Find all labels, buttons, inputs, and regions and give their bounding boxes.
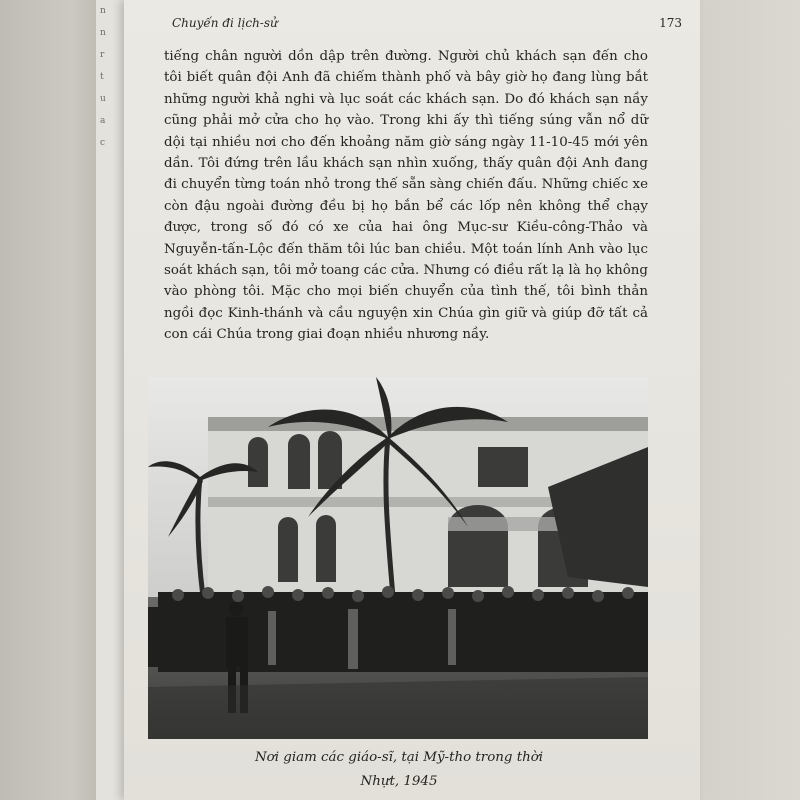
photo-caption (184, 746, 614, 794)
page-number: 173 (659, 16, 682, 30)
historical-photograph (148, 377, 648, 739)
photo-illustration (148, 377, 648, 739)
book-page (124, 0, 700, 800)
caption-line-2-text: Nhựt, (360, 774, 400, 789)
caption-year: 1945 (403, 774, 438, 789)
background-right (700, 0, 800, 800)
previous-page-edge: n n r t u a c (96, 0, 125, 800)
caption-line-1: Nơi giam các giáo-sĩ, tại Mỹ-tho trong thời (254, 750, 544, 765)
body-paragraph: tiếng chân người dồn dập trên đường. Người chủ khách sạn đến cho tôi biết quân đội Anh đã chiếm thành phố và bây giờ họ đang lùng bắt những người khả nghi và lục soát các khách sạn. Do đó khách sạn nầy cũng phải mở cửa cho họ vào. Trong khi ấy thì tiếng súng vẫn nổ dữ dội tại nhiều nơi cho đến khoảng năm giờ sáng ngày 11-10-45 mới yên dần. Tôi đứng trên lầu khách sạn nhìn xuống, thấy quân đội Anh đang đi chuyển từng toán nhỏ trong thế sẵn sàng chiến đấu. Những chiếc xe còn đậu ngoài đường đều bị họ bắn bể các lốp nên không thể chạy được, trong số đó có xe của hai ông Mục-sư Kiều-công-Thảo và Nguyễn-tấn-Lộc đến thăm tôi lúc ban chiều. Một toán lính Anh vào lục soát khách sạn, tôi mở toang các cửa. Nhưng có điều rất lạ là họ không vào phòng tôi. Mặc cho mọi biến chuyển của tình thế, tôi bình thản ngồi đọc Kinh-thánh và cầu nguyện xin Chúa gìn giữ và giúp đỡ tất cả con cái Chúa trong giai đoạn nhiều nhương nầy. (164, 49, 648, 343)
running-head: Chuyến đi lịch-sử (172, 16, 278, 30)
